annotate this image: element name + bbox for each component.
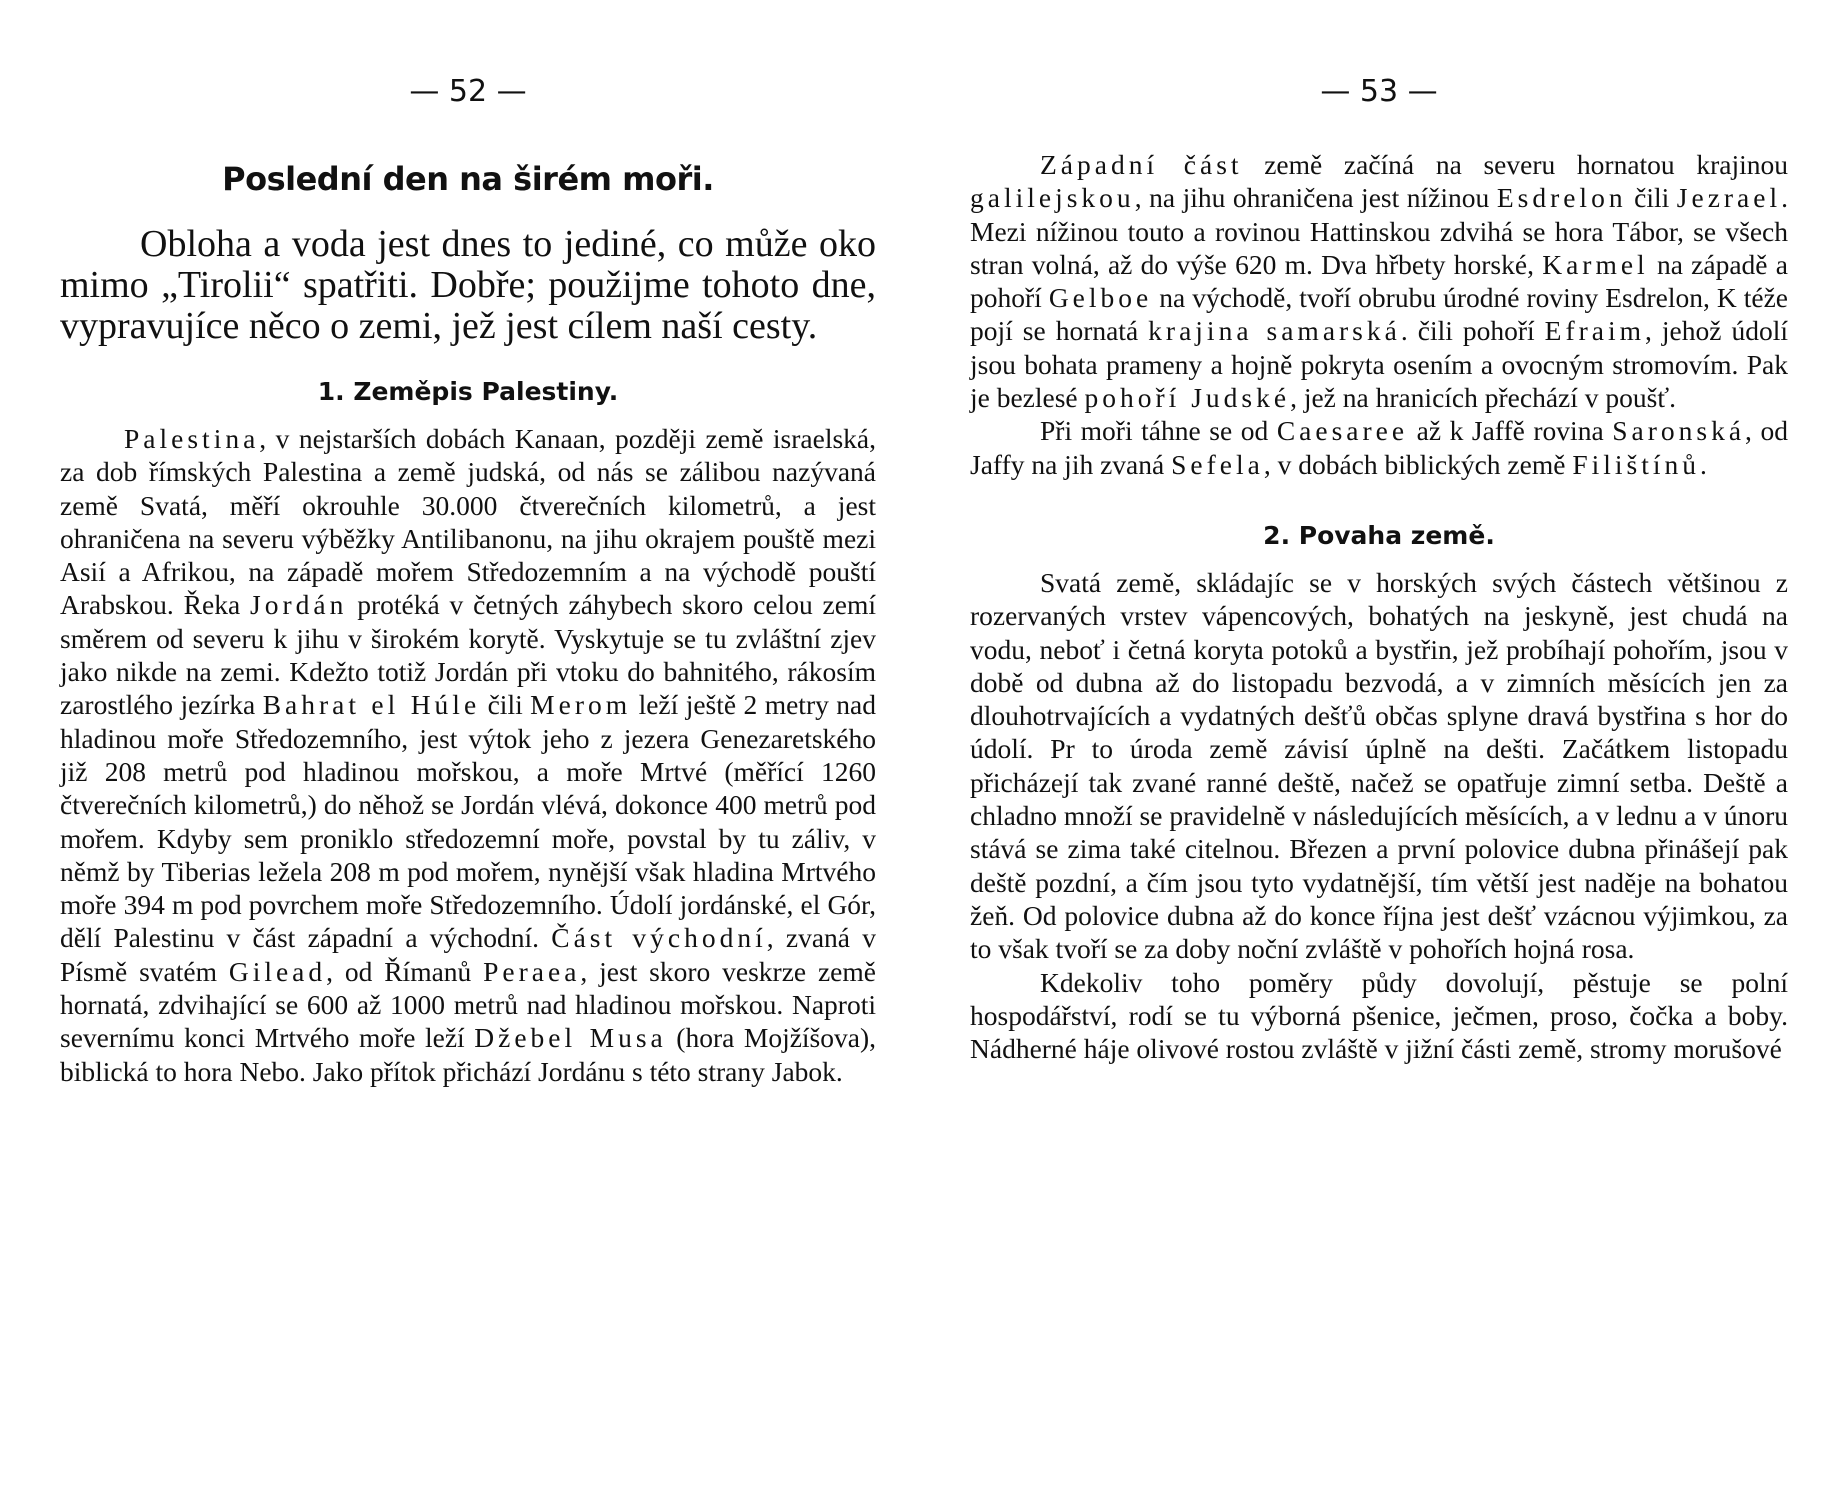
spaced-term: pohoří Judské <box>1084 382 1291 414</box>
text-run: , v nejstarších dobách Kanaan, později země israelská, za dob římských Palestina a země judská, od nás se zálibou nazývaná země Svatá, měří okrouhle 30.000 čtverečních kilometrů, a jest ohraničena na severu výběžky Antilibanonu, na jihu okrajem pouště mezi Asií a Afrikou, na západě mořem Středozemním a na východě pouští Arabskou. Řeka <box>60 423 876 621</box>
text-run: na východě, tvoří obrubu úrodné roviny Esdrelon, K téže pojí se hornatá <box>970 282 1788 347</box>
spaced-term: Peraea <box>483 955 581 987</box>
spaced-term: galilejskou <box>970 182 1135 214</box>
spaced-term: Efraim <box>1544 315 1646 347</box>
text-run: , zvaná v Písmě svatém <box>60 922 876 987</box>
text-run: čili <box>1626 182 1677 214</box>
left-page-content <box>60 160 876 1088</box>
text-run: , od Římanů <box>326 955 484 987</box>
text-run: na západě a pohoří <box>970 248 1788 314</box>
page-number: — 53 — <box>1320 74 1438 109</box>
body-paragraph <box>60 422 876 1088</box>
spaced-term: Palestina <box>124 423 260 454</box>
spaced-term: Karmel <box>1542 248 1649 280</box>
intro-paragraph: Obloha a voda jest dnes to jediné, co může oko mimo „Tirolii“ spatřiti. Dobře; použijme tohoto dne, vypravujíce něco o zemi, jež jest cílem naší cesty. <box>60 223 876 347</box>
spaced-term: Jordán <box>250 589 348 621</box>
body-paragraph: Svatá země, skládajíc se v horských svých částech většinou z rozervaných vrstev vápencových, bohatých na jeskyně, jest chudá na vodu, neboť i četná koryta potoků a bystřin, jež probíhají pohořím, jsou v době od dubna až do listopadu bezvodá, a v zimních měsících jen za dlouhotrvajících a vydatných dešťů občas splyne dravá bystřina s hor do údolí. Pr to úroda země závisí úplně na dešti. Začátkem listopadu přicházejí tak zvané ranné deště, načež se opatřuje zimní setba. Deště a chladno množí se pravidelně v následujících měsících, a v lednu a v únoru stává se zima také citelnou. Březen a první polovice dubna přinášejí pak deště pozdní, a čím jsou tyto vydatnější, tím větší jest naděje na bohatou žeň. Od polovice dubna až do konce října jest dešť vzácnou výjimkou, za to však tvoří se za doby noční zvláště v pohořích hojná rosa. <box>970 566 1788 965</box>
spaced-term: krajina samarská <box>1148 315 1401 347</box>
body-paragraph <box>970 414 1788 481</box>
spaced-term: Filištínů <box>1572 448 1701 480</box>
chapter-title: Poslední den na širém moři. <box>222 160 714 198</box>
text-run: Při moři táhne se od <box>1040 415 1277 447</box>
spaced-term: Jezrael <box>1676 182 1782 214</box>
text-run: čili <box>480 689 531 721</box>
spaced-term: Esdrelon <box>1496 182 1627 214</box>
spaced-term: Část východní <box>551 922 767 954</box>
text-run: , od Jaffy na jih zvaná <box>970 415 1788 480</box>
text-run: , jež na hranicích přechází v poušť. <box>1290 382 1676 414</box>
text-run: , jest skoro veskrze země hornatá, zdvihající se 600 až 1000 metrů nad hladinou mořskou. Naproti severnímu konci Mrtvého moře leží <box>60 955 876 1054</box>
text-run: , na jihu ohraničena jest nížinou <box>1134 182 1497 214</box>
text-run: . Mezi nížinou touto a rovinou Hattinskou zdvihá se hora Tábor, se všech stran volná, až do výše 620 m. Dva hřbety horské, <box>970 182 1788 280</box>
left-page <box>60 0 876 1500</box>
spaced-term: Merom <box>530 689 632 721</box>
spaced-term: Gilead <box>228 955 327 987</box>
body-paragraph <box>970 148 1788 414</box>
spaced-term: Sefela <box>1171 448 1264 480</box>
body-paragraph: Kdekoliv toho poměry půdy dovolují, pěstuje se polní hospodářství, rodí se tu výborná pšenice, ječmen, proso, čočka a boby. Nádherné háje olivové rostou zvláště v jižní části země, stromy morušové <box>970 966 1788 1065</box>
text-run: (hora Mojžíšova), biblická to hora Nebo. Jako přítok přichází Jordánu s této strany Jabok. <box>60 1022 876 1087</box>
spaced-term: Caesaree <box>1276 415 1409 447</box>
right-page-content <box>970 148 1788 1065</box>
spaced-term: Bahrat el Húle <box>262 689 481 721</box>
section-heading: 1. Zeměpis Palestiny. <box>317 377 619 406</box>
page-number: — 52 — <box>409 74 527 109</box>
spaced-term: Džebel Musa <box>474 1022 667 1054</box>
spaced-term: Západní část <box>1040 149 1243 180</box>
text-run: protéká v četných záhybech skoro celou zemí směrem od severu k jihu v širokém korytě. Vyskytuje se tu zvláštní zjev jako nikde na zemi. Kdežto totiž Jordán při vtoku do bahnitého, rákosím zarostlého jezírka <box>60 589 876 721</box>
text-run: , v dobách biblických země <box>1263 448 1573 480</box>
right-page <box>970 0 1788 1500</box>
spaced-term: Gelboe <box>1048 282 1153 314</box>
text-run: . čili pohoří <box>1400 315 1545 347</box>
text-run: , jehož údolí jsou bohata prameny a hojně pokryta osením a ovocným stromovím. Pak je bezlesé <box>970 315 1788 414</box>
text-run: leží ještě 2 metry nad hladinou moře Středozemního, jest výtok jeho z jezera Genezaretského již 208 metrů pod hladinou mořskou, a moře Mrtvé (měřící 1260 čtverečních kilometrů,) do něhož se Jordán vlévá, dokonce 400 metrů pod mořem. Kdyby sem proniklo středozemní moře, povstal by tu záliv, v němž by Tiberias ležela 208 m pod mořem, nynější však hladina Mrtvého moře 394 m pod povrchem moře Středozemního. Údolí jordánské, el Gór, dělí Palestinu v část západní a východní. <box>60 689 876 954</box>
text-run: až k Jaffě rovina <box>1408 415 1613 447</box>
spaced-term: Saronská <box>1612 415 1746 447</box>
section-heading: 2. Povaha země. <box>1263 520 1495 550</box>
text-run: . <box>1700 448 1707 480</box>
text-run: země začíná na severu hornatou krajinou <box>1242 149 1788 180</box>
